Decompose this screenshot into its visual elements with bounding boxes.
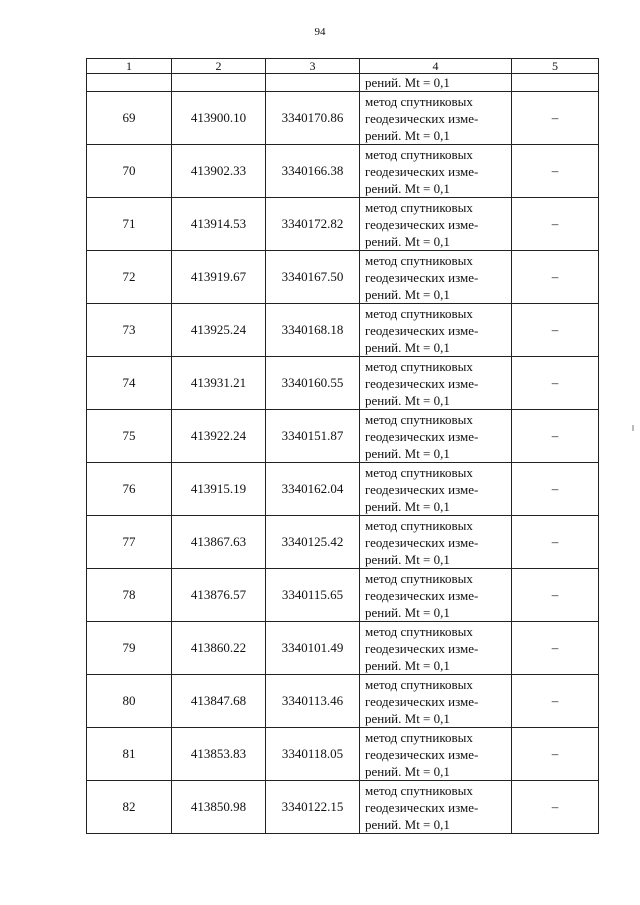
table-row: [87, 410, 599, 463]
method-line-2: геодезических изме-: [365, 216, 479, 232]
y-coordinate-cell: 3340172.82: [266, 198, 360, 251]
method-line-3: рений. Mt = 0,1: [365, 445, 450, 461]
method-line-2: геодезических изме-: [365, 799, 479, 815]
method-line-2: геодезических изме-: [365, 375, 479, 391]
method-cell: [360, 357, 512, 410]
note-cell: –: [512, 304, 599, 357]
x-coordinate-cell: 413914.53: [172, 198, 266, 251]
method-line-3: рений. Mt = 0,1: [365, 710, 450, 726]
method-line-1: метод спутниковых: [365, 411, 473, 427]
method-line-1: метод спутниковых: [365, 517, 473, 533]
method-line-3: рений. Mt = 0,1: [365, 127, 450, 143]
method-line-1: метод спутниковых: [365, 729, 473, 745]
y-coordinate-cell: 3340167.50: [266, 251, 360, 304]
note-cell: –: [512, 145, 599, 198]
y-coordinate-cell: 3340160.55: [266, 357, 360, 410]
table-row: [87, 463, 599, 516]
x-coordinate-cell: 413867.63: [172, 516, 266, 569]
point-number-cell: 72: [87, 251, 172, 304]
point-number-cell: 69: [87, 92, 172, 145]
method-line-3: рений. Mt = 0,1: [365, 763, 450, 779]
method-line-2: геодезических изме-: [365, 693, 479, 709]
table-row: [87, 622, 599, 675]
x-coordinate-cell: 413860.22: [172, 622, 266, 675]
method-line-1: метод спутниковых: [365, 464, 473, 480]
method-cell: [360, 675, 512, 728]
y-coordinate-cell: 3340168.18: [266, 304, 360, 357]
x-coordinate-cell: 413915.19: [172, 463, 266, 516]
method-cell: [360, 516, 512, 569]
cell-empty: [172, 74, 266, 92]
method-cell: [360, 92, 512, 145]
header-col-2: 2: [172, 59, 266, 74]
method-line-3: рений. Mt = 0,1: [365, 233, 450, 249]
method-line-2: геодезических изме-: [365, 746, 479, 762]
note-cell: –: [512, 569, 599, 622]
header-col-5: 5: [512, 59, 599, 74]
method-line-1: метод спутниковых: [365, 199, 473, 215]
note-cell: –: [512, 675, 599, 728]
table-row: [87, 781, 599, 834]
note-cell: –: [512, 410, 599, 463]
table-row: [87, 251, 599, 304]
scan-mark: [632, 425, 634, 431]
table-row: [87, 675, 599, 728]
method-cell: [360, 145, 512, 198]
point-number-cell: 71: [87, 198, 172, 251]
note-cell: –: [512, 463, 599, 516]
note-cell: –: [512, 622, 599, 675]
method-line-2: геодезических изме-: [365, 428, 479, 444]
y-coordinate-cell: 3340101.49: [266, 622, 360, 675]
point-number-cell: 73: [87, 304, 172, 357]
method-line-3: рений. Mt = 0,1: [365, 498, 450, 514]
point-number-cell: 74: [87, 357, 172, 410]
note-cell: –: [512, 728, 599, 781]
method-line-3: рений. Mt = 0,1: [365, 816, 450, 832]
x-coordinate-cell: 413902.33: [172, 145, 266, 198]
method-line-3: рений. Mt = 0,1: [365, 180, 450, 196]
y-coordinate-cell: 3340122.15: [266, 781, 360, 834]
table-row: [87, 145, 599, 198]
x-coordinate-cell: 413900.10: [172, 92, 266, 145]
continuation-row: [87, 74, 599, 92]
table-header-row: [87, 59, 599, 74]
method-line-3: рений. Mt = 0,1: [365, 339, 450, 355]
y-coordinate-cell: 3340170.86: [266, 92, 360, 145]
x-coordinate-cell: 413853.83: [172, 728, 266, 781]
method-cell: [360, 198, 512, 251]
method-cell: [360, 781, 512, 834]
method-line-1: метод спутниковых: [365, 570, 473, 586]
table-row: [87, 569, 599, 622]
method-line-3: рений. Mt = 0,1: [365, 657, 450, 673]
method-cell: [360, 728, 512, 781]
method-line-1: метод спутниковых: [365, 305, 473, 321]
cell-empty: [512, 74, 599, 92]
table-row: [87, 92, 599, 145]
note-cell: –: [512, 516, 599, 569]
cell-empty: [266, 74, 360, 92]
point-number-cell: 70: [87, 145, 172, 198]
page-number: 94: [314, 26, 326, 38]
header-col-3: 3: [266, 59, 360, 74]
point-number-cell: 81: [87, 728, 172, 781]
method-cell: [360, 622, 512, 675]
x-coordinate-cell: 413847.68: [172, 675, 266, 728]
method-line-2: геодезических изме-: [365, 534, 479, 550]
method-line-1: метод спутниковых: [365, 623, 473, 639]
point-number-cell: 80: [87, 675, 172, 728]
method-line-3: рений. Mt = 0,1: [365, 551, 450, 567]
note-cell: –: [512, 92, 599, 145]
y-coordinate-cell: 3340113.46: [266, 675, 360, 728]
table-row: [87, 198, 599, 251]
method-line-1: метод спутниковых: [365, 93, 473, 109]
continuation-method-cell: рений. Mt = 0,1: [360, 74, 512, 92]
cell-empty: [87, 74, 172, 92]
table-row: [87, 357, 599, 410]
point-number-cell: 82: [87, 781, 172, 834]
method-line-1: метод спутниковых: [365, 252, 473, 268]
method-line-1: метод спутниковых: [365, 358, 473, 374]
method-line-1: метод спутниковых: [365, 782, 473, 798]
method-line-2: геодезических изме-: [365, 269, 479, 285]
y-coordinate-cell: 3340151.87: [266, 410, 360, 463]
point-number-cell: 79: [87, 622, 172, 675]
coordinates-table: [86, 58, 599, 834]
method-cell: [360, 304, 512, 357]
y-coordinate-cell: 3340115.65: [266, 569, 360, 622]
method-cell: [360, 569, 512, 622]
table-row: [87, 304, 599, 357]
method-line-2: геодезических изме-: [365, 587, 479, 603]
method-line-3: рений. Mt = 0,1: [365, 604, 450, 620]
method-cell: [360, 410, 512, 463]
method-line-1: метод спутниковых: [365, 146, 473, 162]
point-number-cell: 76: [87, 463, 172, 516]
header-col-1: 1: [87, 59, 172, 74]
method-cell: [360, 463, 512, 516]
method-line-2: геодезических изме-: [365, 163, 479, 179]
note-cell: –: [512, 357, 599, 410]
method-line-3: рений. Mt = 0,1: [365, 392, 450, 408]
note-cell: –: [512, 781, 599, 834]
x-coordinate-cell: 413922.24: [172, 410, 266, 463]
point-number-cell: 78: [87, 569, 172, 622]
header-col-4: 4: [360, 59, 512, 74]
method-line-2: геодезических изме-: [365, 110, 479, 126]
point-number-cell: 75: [87, 410, 172, 463]
method-line-2: геодезических изме-: [365, 322, 479, 338]
x-coordinate-cell: 413931.21: [172, 357, 266, 410]
x-coordinate-cell: 413925.24: [172, 304, 266, 357]
y-coordinate-cell: 3340125.42: [266, 516, 360, 569]
x-coordinate-cell: 413876.57: [172, 569, 266, 622]
method-line-2: геодезических изме-: [365, 640, 479, 656]
note-cell: –: [512, 251, 599, 304]
y-coordinate-cell: 3340118.05: [266, 728, 360, 781]
method-line-1: метод спутниковых: [365, 676, 473, 692]
x-coordinate-cell: 413850.98: [172, 781, 266, 834]
point-number-cell: 77: [87, 516, 172, 569]
method-cell: [360, 251, 512, 304]
table-row: [87, 516, 599, 569]
x-coordinate-cell: 413919.67: [172, 251, 266, 304]
table-row: [87, 728, 599, 781]
method-line-3: рений. Mt = 0,1: [365, 286, 450, 302]
method-line-2: геодезических изме-: [365, 481, 479, 497]
y-coordinate-cell: 3340166.38: [266, 145, 360, 198]
note-cell: –: [512, 198, 599, 251]
y-coordinate-cell: 3340162.04: [266, 463, 360, 516]
